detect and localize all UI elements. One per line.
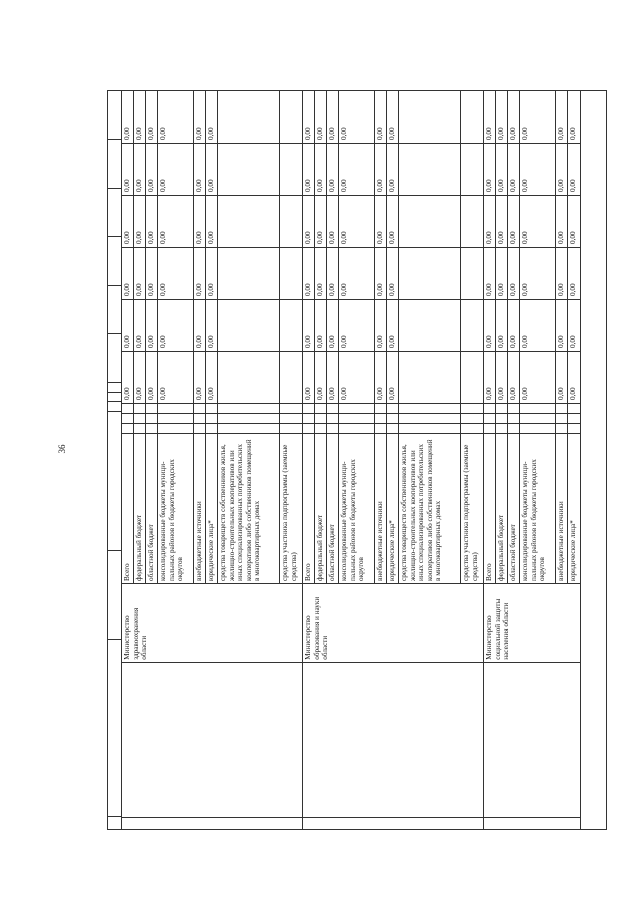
value-cell: 0,00 bbox=[158, 195, 193, 247]
value-cell: 0,00 bbox=[206, 247, 217, 299]
empty-cell bbox=[146, 403, 157, 413]
value-cell: 0,00 bbox=[520, 351, 555, 403]
funding-source-label: средства участника подпрограммы (заемные средства) bbox=[461, 433, 483, 583]
value-cell bbox=[461, 91, 483, 143]
value-cell bbox=[461, 351, 483, 403]
value-cell bbox=[280, 195, 302, 247]
empty-description-cell bbox=[122, 662, 302, 817]
value-cell: 0,00 bbox=[556, 195, 567, 247]
value-cell: 0,00 bbox=[485, 127, 493, 140]
funding-source-label: Всего bbox=[484, 433, 495, 583]
value-cell: 0,00 bbox=[508, 143, 519, 195]
ministry-group bbox=[303, 91, 484, 829]
empty-cell bbox=[122, 403, 133, 413]
value-cell: 0,00 bbox=[303, 351, 314, 403]
empty-cell bbox=[496, 423, 507, 433]
ministry-name: Министерство образования и науки области bbox=[303, 583, 483, 662]
source-rows bbox=[303, 91, 483, 583]
empty-cell bbox=[484, 423, 495, 433]
value-cell: 0,00 bbox=[568, 299, 580, 351]
value-cell: 0,00 bbox=[315, 351, 326, 403]
empty-cell bbox=[461, 423, 483, 433]
value-cell: 0,00 bbox=[194, 195, 205, 247]
value-cell: 0,00 bbox=[339, 351, 374, 403]
value-cell: 0,00 bbox=[497, 127, 505, 140]
funding-source-label: юридические лица* bbox=[568, 433, 580, 583]
value-cell: 0,00 bbox=[315, 195, 326, 247]
empty-cell bbox=[206, 403, 217, 413]
value-cell: 0,00 bbox=[158, 299, 193, 351]
page-number: 36 bbox=[57, 444, 67, 454]
empty-cell bbox=[568, 413, 580, 423]
empty-cell bbox=[399, 403, 460, 413]
ministry-name: Министерство здравоохранения области bbox=[122, 583, 302, 662]
funding-source-label: юридические лица* bbox=[387, 433, 398, 583]
value-cell: 0,00 bbox=[496, 195, 507, 247]
value-cell: 0,00 bbox=[315, 247, 326, 299]
value-cell: 0,00 bbox=[388, 127, 396, 140]
value-cell: 0,00 bbox=[387, 351, 398, 403]
empty-cell bbox=[568, 423, 580, 433]
empty-cell bbox=[399, 413, 460, 423]
empty-cell bbox=[520, 413, 555, 423]
value-cell bbox=[218, 195, 279, 247]
ministry-group bbox=[122, 91, 303, 829]
value-cell bbox=[218, 143, 279, 195]
value-cell: 0,00 bbox=[146, 143, 157, 195]
funding-source-label: областной бюджет bbox=[327, 433, 338, 583]
empty-cell bbox=[339, 403, 374, 413]
ministry-group bbox=[484, 91, 581, 829]
value-cell: 0,00 bbox=[194, 247, 205, 299]
empty-cell bbox=[206, 423, 217, 433]
value-cell: 0,00 bbox=[556, 143, 567, 195]
value-cell: 0,00 bbox=[207, 127, 215, 140]
funding-source-label: областной бюджет bbox=[508, 433, 519, 583]
value-cell: 0,00 bbox=[569, 127, 577, 140]
value-cell: 0,00 bbox=[194, 143, 205, 195]
value-cell: 0,00 bbox=[484, 247, 495, 299]
empty-cell bbox=[146, 423, 157, 433]
value-cell bbox=[399, 299, 460, 351]
empty-cell bbox=[508, 423, 519, 433]
value-cell: 0,00 bbox=[508, 195, 519, 247]
value-cell: 0,00 bbox=[375, 299, 386, 351]
table-row bbox=[280, 91, 302, 583]
value-cell: 0,00 bbox=[303, 195, 314, 247]
value-cell: 0,00 bbox=[508, 351, 519, 403]
value-cell bbox=[461, 247, 483, 299]
value-cell: 0,00 bbox=[135, 127, 143, 140]
table-row bbox=[327, 91, 339, 583]
empty-cell bbox=[194, 423, 205, 433]
table-row bbox=[556, 91, 568, 583]
value-cell bbox=[399, 351, 460, 403]
value-cell: 0,00 bbox=[340, 127, 348, 140]
empty-cell bbox=[122, 423, 133, 433]
value-cell bbox=[399, 143, 460, 195]
empty-cell bbox=[134, 403, 145, 413]
empty-cell bbox=[508, 403, 519, 413]
empty-cell bbox=[218, 403, 279, 413]
empty-cell bbox=[520, 403, 555, 413]
value-cell bbox=[280, 91, 302, 143]
value-cell: 0,00 bbox=[508, 299, 519, 351]
value-cell: 0,00 bbox=[496, 351, 507, 403]
value-cell: 0,00 bbox=[509, 127, 517, 140]
value-cell bbox=[280, 143, 302, 195]
empty-cell bbox=[484, 413, 495, 423]
empty-cell bbox=[484, 403, 495, 413]
value-cell bbox=[280, 351, 302, 403]
header-cell bbox=[108, 236, 121, 285]
value-cell: 0,00 bbox=[146, 299, 157, 351]
value-cell: 0,00 bbox=[339, 195, 374, 247]
number-cell bbox=[303, 817, 483, 829]
funding-source-label: федеральный бюджет bbox=[134, 433, 145, 583]
value-cell: 0,00 bbox=[508, 247, 519, 299]
value-cell: 0,00 bbox=[339, 143, 374, 195]
value-cell: 0,00 bbox=[520, 143, 555, 195]
empty-cell bbox=[508, 413, 519, 423]
funding-source-label: федеральный бюджет bbox=[496, 433, 507, 583]
empty-cell bbox=[556, 423, 567, 433]
value-cell: 0,00 bbox=[158, 143, 193, 195]
empty-cell bbox=[327, 403, 338, 413]
empty-cell bbox=[556, 403, 567, 413]
value-cell: 0,00 bbox=[134, 247, 145, 299]
empty-cell bbox=[303, 413, 314, 423]
table-row bbox=[484, 91, 496, 583]
table-row bbox=[387, 91, 399, 583]
value-cell bbox=[218, 91, 279, 143]
value-cell: 0,00 bbox=[568, 143, 580, 195]
empty-cell bbox=[496, 413, 507, 423]
header-cell bbox=[108, 91, 121, 139]
empty-cell bbox=[303, 403, 314, 413]
value-cell: 0,00 bbox=[484, 299, 495, 351]
value-cell bbox=[218, 351, 279, 403]
header-cell bbox=[108, 334, 121, 383]
value-cell bbox=[399, 195, 460, 247]
ministry-name: Министерство социальной защиты населения области bbox=[484, 583, 580, 662]
value-cell: 0,00 bbox=[315, 299, 326, 351]
value-cell bbox=[461, 143, 483, 195]
value-cell: 0,00 bbox=[159, 127, 167, 140]
value-cell: 0,00 bbox=[303, 247, 314, 299]
value-cell bbox=[399, 91, 460, 143]
empty-cell bbox=[158, 413, 193, 423]
value-cell: 0,00 bbox=[568, 247, 580, 299]
value-cell: 0,00 bbox=[387, 299, 398, 351]
funding-source-label: юридические лица* bbox=[206, 433, 217, 583]
empty-cell bbox=[206, 413, 217, 423]
value-cell bbox=[399, 247, 460, 299]
funding-source-label: средства товариществ собственников жилья, жилищно-строительных кооперативов или иных специализированных потребительских кооперативов либо собственников помещений в многоквартирных домах bbox=[218, 433, 279, 583]
table-row bbox=[146, 91, 158, 583]
header-cell bbox=[108, 285, 121, 334]
value-cell: 0,00 bbox=[304, 127, 312, 140]
empty-cell bbox=[194, 413, 205, 423]
value-cell: 0,00 bbox=[327, 143, 338, 195]
value-cell: 0,00 bbox=[206, 195, 217, 247]
empty-cell bbox=[387, 423, 398, 433]
empty-cell bbox=[158, 423, 193, 433]
table-row bbox=[399, 91, 461, 583]
empty-cell bbox=[387, 403, 398, 413]
source-rows bbox=[122, 91, 302, 583]
table-row bbox=[158, 91, 194, 583]
value-cell: 0,00 bbox=[556, 351, 567, 403]
value-cell: 0,00 bbox=[484, 351, 495, 403]
funding-source-label: внебюджетные источники bbox=[375, 433, 386, 583]
table-row bbox=[508, 91, 520, 583]
empty-cell bbox=[387, 413, 398, 423]
value-cell: 0,00 bbox=[387, 143, 398, 195]
empty-cell bbox=[218, 413, 279, 423]
value-cell bbox=[218, 247, 279, 299]
value-cell bbox=[461, 299, 483, 351]
value-cell: 0,00 bbox=[134, 143, 145, 195]
value-cell: 0,00 bbox=[194, 351, 205, 403]
value-cell: 0,00 bbox=[375, 195, 386, 247]
header-cell bbox=[108, 382, 121, 392]
empty-cell bbox=[158, 403, 193, 413]
value-cell: 0,00 bbox=[521, 127, 529, 140]
header-cell bbox=[108, 411, 121, 550]
value-cell bbox=[280, 299, 302, 351]
funding-source-label: областной бюджет bbox=[146, 433, 157, 583]
value-cell: 0,00 bbox=[122, 195, 133, 247]
value-cell: 0,00 bbox=[206, 351, 217, 403]
value-cell: 0,00 bbox=[122, 351, 133, 403]
funding-source-label: Всего bbox=[122, 433, 133, 583]
value-cell: 0,00 bbox=[496, 299, 507, 351]
value-cell: 0,00 bbox=[206, 299, 217, 351]
value-cell: 0,00 bbox=[328, 127, 336, 140]
funding-source-label: Всего bbox=[303, 433, 314, 583]
table-row bbox=[496, 91, 508, 583]
empty-cell bbox=[339, 423, 374, 433]
value-cell: 0,00 bbox=[520, 299, 555, 351]
value-cell: 0,00 bbox=[327, 351, 338, 403]
funding-source-label: внебюджетные источники bbox=[194, 433, 205, 583]
table-row bbox=[303, 91, 315, 583]
empty-cell bbox=[568, 403, 580, 413]
empty-cell bbox=[280, 413, 302, 423]
empty-cell bbox=[218, 423, 279, 433]
funding-source-label: средства товариществ собственников жилья, жилищно-строительных кооперативов или иных специализированных потребительских кооперативов либо собственников помещений в многоквартирных домах bbox=[399, 433, 460, 583]
value-cell: 0,00 bbox=[146, 247, 157, 299]
number-cell bbox=[484, 817, 580, 829]
value-cell: 0,00 bbox=[520, 247, 555, 299]
value-cell: 0,00 bbox=[375, 247, 386, 299]
empty-cell bbox=[327, 413, 338, 423]
empty-description-cell bbox=[303, 662, 483, 817]
header-cell bbox=[108, 550, 121, 639]
header-cell bbox=[108, 392, 121, 402]
source-rows bbox=[484, 91, 580, 583]
empty-cell bbox=[375, 413, 386, 423]
empty-cell bbox=[194, 403, 205, 413]
value-cell: 0,00 bbox=[496, 247, 507, 299]
value-cell: 0,00 bbox=[134, 195, 145, 247]
value-cell: 0,00 bbox=[146, 351, 157, 403]
funding-source-label: федеральный бюджет bbox=[315, 433, 326, 583]
empty-cell bbox=[303, 423, 314, 433]
table-row bbox=[134, 91, 146, 583]
value-cell: 0,00 bbox=[123, 127, 131, 140]
value-cell: 0,00 bbox=[194, 299, 205, 351]
table-header-row bbox=[108, 91, 122, 829]
empty-cell bbox=[315, 413, 326, 423]
value-cell: 0,00 bbox=[484, 143, 495, 195]
table-rotation-frame bbox=[107, 90, 607, 830]
value-cell: 0,00 bbox=[484, 195, 495, 247]
table-row bbox=[206, 91, 218, 583]
value-cell: 0,00 bbox=[147, 127, 155, 140]
empty-cell bbox=[520, 423, 555, 433]
value-cell: 0,00 bbox=[339, 299, 374, 351]
table-row bbox=[520, 91, 556, 583]
value-cell: 0,00 bbox=[316, 127, 324, 140]
empty-cell bbox=[280, 403, 302, 413]
value-cell: 0,00 bbox=[568, 351, 580, 403]
funding-table bbox=[107, 90, 607, 830]
value-cell: 0,00 bbox=[146, 195, 157, 247]
header-cell bbox=[108, 139, 121, 188]
table-row bbox=[375, 91, 387, 583]
header-cell bbox=[108, 816, 121, 829]
value-cell: 0,00 bbox=[520, 195, 555, 247]
value-cell: 0,00 bbox=[122, 299, 133, 351]
empty-cell bbox=[496, 403, 507, 413]
value-cell: 0,00 bbox=[122, 143, 133, 195]
value-cell: 0,00 bbox=[387, 247, 398, 299]
header-cell bbox=[108, 401, 121, 411]
value-cell bbox=[218, 299, 279, 351]
value-cell: 0,00 bbox=[556, 299, 567, 351]
table-row bbox=[194, 91, 206, 583]
empty-cell bbox=[280, 423, 302, 433]
header-cell bbox=[108, 188, 121, 237]
value-cell: 0,00 bbox=[375, 143, 386, 195]
funding-source-label: консолидированные бюджеты муници-пальных районов и бюджеты городских округов bbox=[339, 433, 374, 583]
empty-cell bbox=[461, 413, 483, 423]
empty-cell bbox=[146, 413, 157, 423]
value-cell: 0,00 bbox=[327, 247, 338, 299]
value-cell: 0,00 bbox=[158, 351, 193, 403]
value-cell: 0,00 bbox=[158, 247, 193, 299]
value-cell: 0,00 bbox=[303, 299, 314, 351]
value-cell: 0,00 bbox=[122, 247, 133, 299]
value-cell: 0,00 bbox=[556, 247, 567, 299]
value-cell: 0,00 bbox=[134, 351, 145, 403]
value-cell: 0,00 bbox=[387, 195, 398, 247]
empty-cell bbox=[375, 403, 386, 413]
empty-cell bbox=[327, 423, 338, 433]
empty-cell bbox=[556, 413, 567, 423]
value-cell: 0,00 bbox=[339, 247, 374, 299]
empty-cell bbox=[375, 423, 386, 433]
value-cell: 0,00 bbox=[375, 351, 386, 403]
value-cell: 0,00 bbox=[315, 143, 326, 195]
funding-source-label: внебюджетные источники bbox=[556, 433, 567, 583]
header-cell bbox=[108, 639, 121, 815]
value-cell: 0,00 bbox=[134, 299, 145, 351]
value-cell: 0,00 bbox=[327, 195, 338, 247]
funding-source-label: средства участника подпрограммы (заемные средства) bbox=[280, 433, 302, 583]
funding-source-label: консолидированные бюджеты муници-пальных районов и бюджеты городских округов bbox=[158, 433, 193, 583]
value-cell: 0,00 bbox=[496, 143, 507, 195]
value-cell: 0,00 bbox=[303, 143, 314, 195]
funding-source-label: консолидированные бюджеты муници-пальных районов и бюджеты городских округов bbox=[520, 433, 555, 583]
empty-description-cell bbox=[484, 662, 580, 817]
empty-cell bbox=[134, 423, 145, 433]
value-cell bbox=[461, 195, 483, 247]
table-row bbox=[568, 91, 580, 583]
table-row bbox=[218, 91, 280, 583]
empty-cell bbox=[315, 403, 326, 413]
value-cell: 0,00 bbox=[206, 143, 217, 195]
table-row bbox=[315, 91, 327, 583]
value-cell: 0,00 bbox=[327, 299, 338, 351]
value-cell bbox=[280, 247, 302, 299]
value-cell: 0,00 bbox=[195, 127, 203, 140]
value-cell: 0,00 bbox=[568, 195, 580, 247]
value-cell: 0,00 bbox=[376, 127, 384, 140]
empty-cell bbox=[315, 423, 326, 433]
empty-cell bbox=[134, 413, 145, 423]
empty-cell bbox=[122, 413, 133, 423]
empty-cell bbox=[461, 403, 483, 413]
empty-cell bbox=[399, 423, 460, 433]
number-cell bbox=[122, 817, 302, 829]
empty-cell bbox=[339, 413, 374, 423]
value-cell: 0,00 bbox=[557, 127, 565, 140]
table-row bbox=[339, 91, 375, 583]
table-row bbox=[122, 91, 134, 583]
table-row bbox=[461, 91, 483, 583]
